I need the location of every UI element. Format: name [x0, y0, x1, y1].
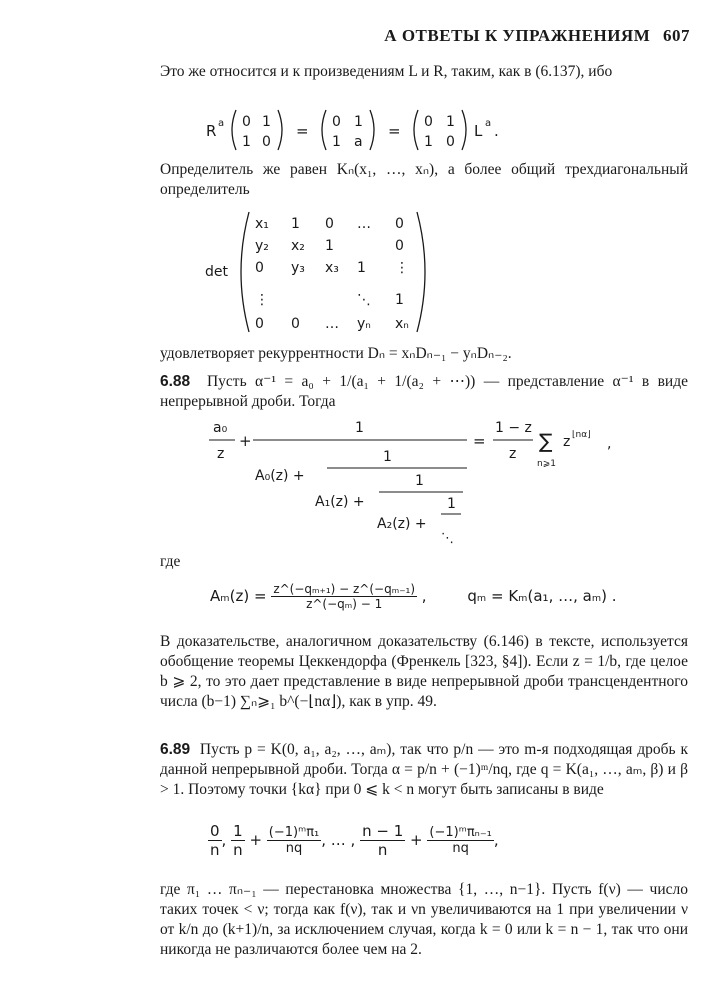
continued-fraction-equation [205, 418, 625, 548]
m1-cell: 0 [262, 134, 271, 150]
equals-sign: = [388, 122, 401, 140]
det-cell: 0 [255, 260, 264, 276]
comma: , [221, 831, 227, 849]
frac-1-n [231, 822, 245, 859]
det-cell: 1 [357, 260, 366, 276]
frac-den: nq [285, 841, 303, 856]
det-cell: xₙ [395, 316, 409, 332]
det-cell: ⋮ [395, 260, 409, 276]
equals-sign: = [473, 432, 486, 450]
am-denominator: z^(−qₘ) − 1 [306, 597, 383, 611]
matrix-L: L [474, 122, 483, 140]
points-list [208, 822, 628, 859]
m2-cell: 1 [354, 114, 363, 130]
tridiagonal-determinant [205, 208, 435, 336]
frac-num: 1 [233, 822, 243, 840]
header-title: А ОТВЕТЫ К УПРАЖНЕНИЯМ [384, 26, 651, 45]
det-cells [255, 216, 409, 332]
plus: + [410, 831, 423, 849]
frac-pin [427, 825, 494, 856]
q-definition: qₘ = Kₘ(a₁, …, aₘ) . [467, 587, 617, 605]
cf-A1: A₁(z) + [315, 494, 365, 510]
m2-cell: 0 [332, 114, 341, 130]
period: . [494, 122, 499, 140]
sum-subscript: n⩾1 [537, 459, 556, 469]
cf-z-exponent: ⌊nα⌋ [572, 430, 591, 440]
paragraph-1: Это же относится и к произведениям L и R, таким, как в (6.137), ибо [160, 63, 613, 80]
cf-one: 1 [383, 449, 392, 465]
cf-plus: + [239, 432, 252, 450]
frac-num: n − 1 [362, 822, 404, 840]
det-cell: x₂ [291, 238, 305, 254]
exercise-text: Пусть p = K(0, a₁, a₂, …, aₘ), так что p/n — это m-я подходящая дробь к данной непрерывной дроби. Тогда α = p/n + (−1)ᵐ/nq, где q = K(a₁, …, aₘ, β) и β > 1. Поэтому точки {kα} при 0 ⩽ k < n могут быть записаны в виде [160, 741, 689, 798]
frac-den: n [377, 841, 388, 859]
det-cell: … [357, 216, 371, 232]
det-cell: y₃ [291, 260, 305, 276]
am-numerator: z^(−qₘ₊₁) − z^(−qₘ₋₁) [273, 582, 416, 596]
cf-one: 1 [447, 496, 456, 512]
frac-num: (−1)ᵐπₙ₋₁ [429, 825, 492, 840]
m1-cell: 1 [242, 134, 251, 150]
am-fraction [271, 582, 417, 611]
det-cell: yₙ [357, 316, 371, 332]
frac-num: (−1)ᵐπ₁ [268, 825, 320, 840]
det-cell: 0 [325, 216, 334, 232]
m3-cell: 1 [446, 114, 455, 130]
cf-a0: a₀ [213, 420, 228, 436]
exercise-label: 6.88 [160, 373, 191, 390]
det-cell: 0 [291, 316, 300, 332]
cf-rhs-den: z [509, 446, 517, 462]
plus: + [249, 831, 263, 849]
frac-n-1 [360, 822, 405, 859]
m3-cell: 0 [424, 114, 433, 130]
frac-0-n [208, 822, 222, 859]
equals-sign: = [296, 122, 309, 140]
superscript-a: a [218, 118, 225, 129]
det-cell: 0 [395, 238, 404, 254]
m1-cell: 1 [262, 114, 271, 130]
frac-den: n [210, 841, 220, 859]
exercise-6-89 [160, 740, 688, 800]
det-cell: y₂ [255, 238, 269, 254]
cf-ddots: ⋱ [441, 531, 454, 546]
exercise-text: Пусть α⁻¹ = a₀ + 1/(a₁ + 1/(a₂ + ⋯)) — представление α⁻¹ в виде непрерывной дроби. Тогда [160, 373, 688, 410]
cf-comma: , [607, 436, 612, 452]
paragraph-3: удовлетворяет рекуррентности Dₙ = xₙDₙ₋₁ − yₙDₙ₋₂. [160, 345, 512, 362]
paragraph-4: В доказательстве, аналогичном доказательству (6.146) в тексте, используется обобщение теоремы Цеккендорфа (Френкель [323, §4]). Если z = 1/b, где целое b ⩾ 2, то это дает представление в виде непрерывной дроби трансцендентного числа (b−1) ∑ₙ⩾₁ b^(−⌊nα⌋), как в упр. 49. [160, 633, 688, 710]
det-cell: … [325, 316, 339, 332]
frac-den: n [233, 841, 243, 859]
det-cell: ⋱ [357, 292, 371, 308]
am-definition [210, 582, 630, 611]
paragraph-5: где π₁ … πₙ₋₁ — перестановка множества {1, …, n−1}. Пусть f(ν) — число таких точек < ν; тогда как f(ν), так и νn увеличиваются на 1 при увеличении ν от k/n до (k+1)/n, за исключением случая, когда k = 0 или k = n − 1, так что они никогда не различаются более чем на 2. [160, 881, 688, 958]
m3-cell: 1 [424, 134, 433, 150]
comma: , [493, 831, 499, 849]
cf-one: 1 [415, 473, 424, 489]
cf-z-power: z [563, 434, 571, 450]
sum-symbol: ∑ [539, 429, 553, 453]
cf-rhs-num: 1 − z [495, 420, 532, 436]
frac-pi1 [267, 825, 321, 856]
paragraph-2: Определитель же равен Kₙ(x₁, …, xₙ), а более общий трехдиагональный определитель [160, 161, 688, 198]
running-header [160, 26, 690, 46]
det-cell: 0 [255, 316, 264, 332]
m3-cell: 0 [446, 134, 455, 150]
cf-A0: A₀(z) + [255, 468, 305, 484]
frac-den: nq [452, 841, 469, 856]
det-cell: ⋮ [255, 292, 269, 308]
cf-A2: A₂(z) + [377, 516, 427, 532]
page-number: 607 [663, 26, 690, 45]
where-1: где [160, 553, 181, 570]
ellipsis: , … , [321, 831, 356, 849]
exercise-6-88 [160, 372, 688, 412]
cf-one: 1 [355, 420, 364, 436]
matrix-equation [200, 104, 520, 156]
det-cell: x₁ [255, 216, 269, 232]
det-label: det [205, 264, 228, 280]
det-cell: 1 [395, 292, 404, 308]
matrix-R: R [206, 122, 217, 140]
superscript-a: a [485, 118, 492, 129]
det-cell: 1 [325, 238, 334, 254]
det-cell: x₃ [325, 260, 339, 276]
cf-z: z [217, 446, 225, 462]
am-comma: , [421, 587, 427, 605]
m1-cell: 0 [242, 114, 251, 130]
exercise-label: 6.89 [160, 741, 191, 758]
m2-cell: a [354, 134, 363, 150]
frac-num: 0 [210, 822, 220, 840]
det-cell: 0 [395, 216, 404, 232]
am-lhs: Aₘ(z) = [210, 587, 267, 605]
m2-cell: 1 [332, 134, 341, 150]
det-cell: 1 [291, 216, 300, 232]
